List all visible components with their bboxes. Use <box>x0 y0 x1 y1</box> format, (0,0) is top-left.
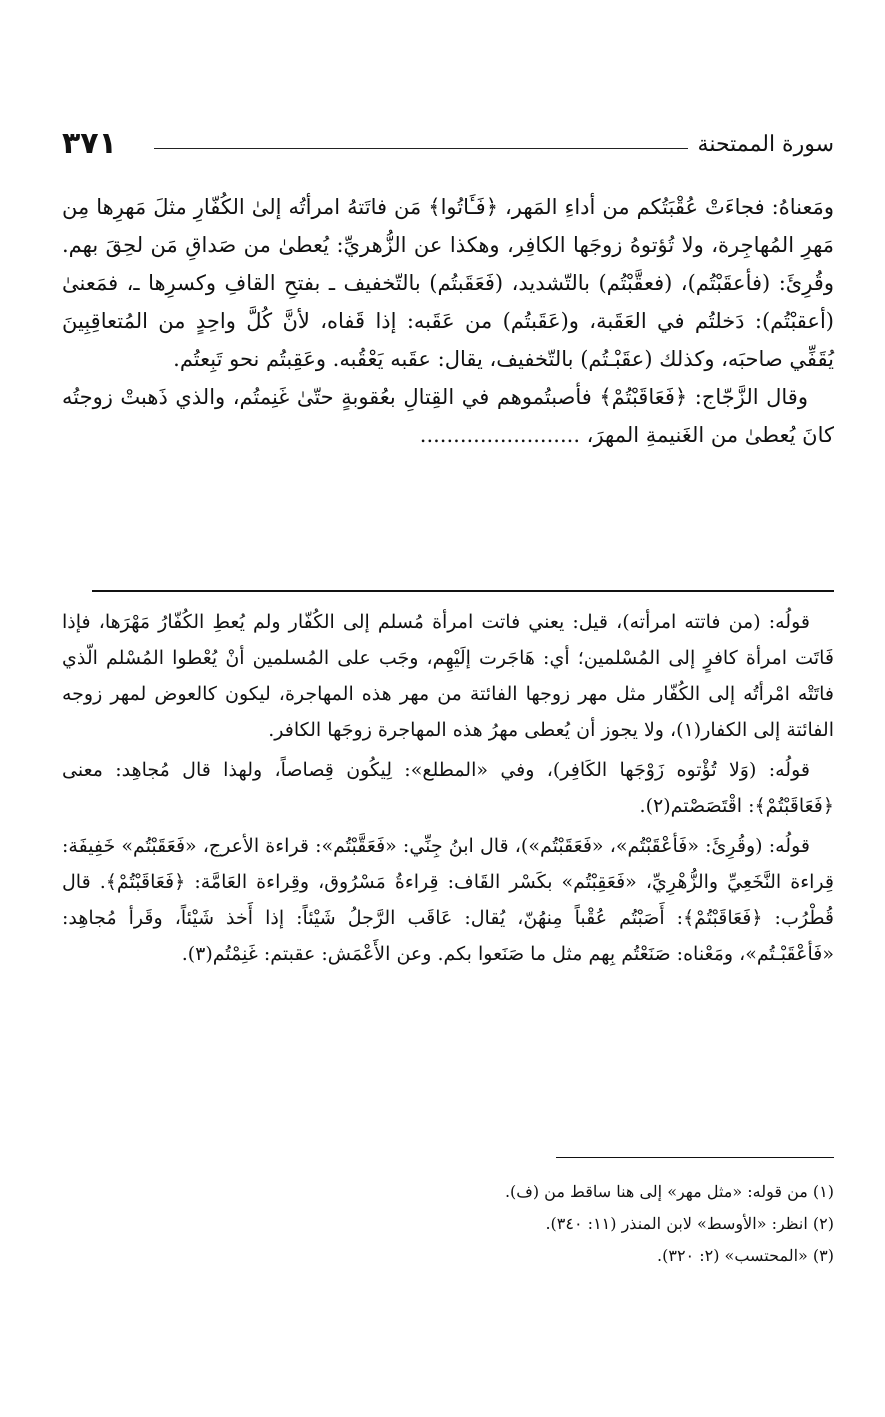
surah-title: سورة الممتحنة <box>697 132 834 157</box>
footnote-rule <box>556 1157 834 1158</box>
main-text <box>62 188 834 454</box>
footnote-1: (١) من قوله: «مثل مهر» إلى هنا ساقط من (ف). <box>504 1182 834 1201</box>
commentary-paragraph-1: قولُه: (من فاتته امرأته)، قيل: يعني فاتت امرأة مُسلم إلى الكُفّار ولم يُعطِ الكُفّارُ مَهْرَها، فإذا فَاتَت امرأة كافرٍ إلى المُسْلمين؛ أي: هَاجَرت إلَيْهِم، وجَب على المُسلمين أنْ يُعْطوا المُسْلم الّذي فاتَتْه امْرأتُه إلى الكُفّار مثل مهر زوجها الفائتة من مهر هذه المهاجرة، ليكون كالعوض لمهر زوجه الفائتة إلى الكفار(١)، ولا يجوز أن يُعطى مهرُ هذه المهاجرة زوجَها الكافر. <box>62 611 834 741</box>
footnotes <box>62 1176 834 1272</box>
page-number: ٣٧١ <box>62 126 117 161</box>
main-paragraph-2-text: وقال الزَّجّاج: ﴿فَعَاقَبْتُمْ﴾ فأصبتُموهم في القِتالِ بعُقوبةٍ حتّىٰ غَنِمتُم، والذي ذَهبتْ زوجتُه كانَ يُعطىٰ من الغَنيمةِ المهرَ، <box>62 385 834 447</box>
commentary-paragraph-2: قولُه: (وَلا تُؤْتوه زَوْجَها الكَافِر)، وفي «المطلع»: لِيكُون قِصاصاً، ولهذا قال مُجاهِد: معنى ﴿فَعَاقَبْتُمْ﴾: اقْتَصَصْتم(٢). <box>62 759 834 817</box>
main-paragraph-2 <box>62 378 834 454</box>
separator-rule <box>92 590 834 592</box>
dotted-leader: ........................ <box>419 423 580 447</box>
footnote-2: (٢) انظر: «الأوسط» لابن المنذر (١١: ٣٤٠). <box>545 1214 834 1233</box>
main-paragraph-1: ومَعناهُ: فجاءَتْ عُقْبَتُكم من أداءِ المَهر، ﴿فَـَٔاتُوا﴾ مَن فاتَتهُ امرأتُه إلىٰ الكُفّارِ مثلَ مَهرِها مِن مَهرِ المُهاجِرة، ولا تُؤتوهُ زوجَها الكافِر، وهكذا عن الزُّهريِّ: يُعطىٰ من صَداقِ مَن لحِقَ بهم. وقُرِئَ: (فأعقَبْتُم)، (فعقَّبْتُم) بالتّشديد، (فَعَقَبتُم) بالتّخفيف ـ بفتحِ القافِ وكسرِها ـ، فمَعنىٰ (أعقبْتُم): دَخلتُم في العَقَبة، و(عَقَبتُم) من عَقَبه: إذا قَفاه، لأنَّ كُلَّ واحِدٍ من المُتعاقِبِينَ يُقَفِّي صاحبَه، وكذلك (عقَبْـتُم) بالتّخفيف، يقال: عقَبه يَعْقُبه. وعَقِبتُم نحو تَبِعتُم. <box>62 195 834 371</box>
header-rule <box>154 148 688 149</box>
page-header <box>62 126 834 176</box>
commentary <box>62 604 834 976</box>
footnote-3: (٣) «المحتسب» (٢: ٣٢٠). <box>657 1246 834 1265</box>
commentary-paragraph-3: قولُه: (وقُرِئَ: «فَأعْقَبْتُم»، «فَعَقَبْتُم»)، قال ابنُ جِنِّي: «فَعَقَّبْتُم»: قراءة الأعرج، «فَعَقَبْتُم» خَفِيفَة: قِراءة النَّخَعِيِّ والزُّهْرِيِّ، «فَعَقِبْتُم» بكَسْر القَاف: قِراءةُ مَسْرُوق، وقِراءة العَامَّة: ﴿فَعَاقَبْتُمْ﴾. قال قُطْرُب: ﴿فَعَاقَبْتُمْ﴾: أَصَبْتُم عُقْباً مِنهُنّ، يُقال: عَاقَب الرَّجلُ شَيْئاً: إذا أَخذ شَيْئاً، وقَرأ مُجاهِد: «فَأعْقَبْـتُم»، ومَعْناه: صَنَعْتُم بِهم مثل ما صَنَعوا بكم. وعن الأَعْمَش: عقبتم: غَنِمْتُم(٣). <box>62 835 834 965</box>
